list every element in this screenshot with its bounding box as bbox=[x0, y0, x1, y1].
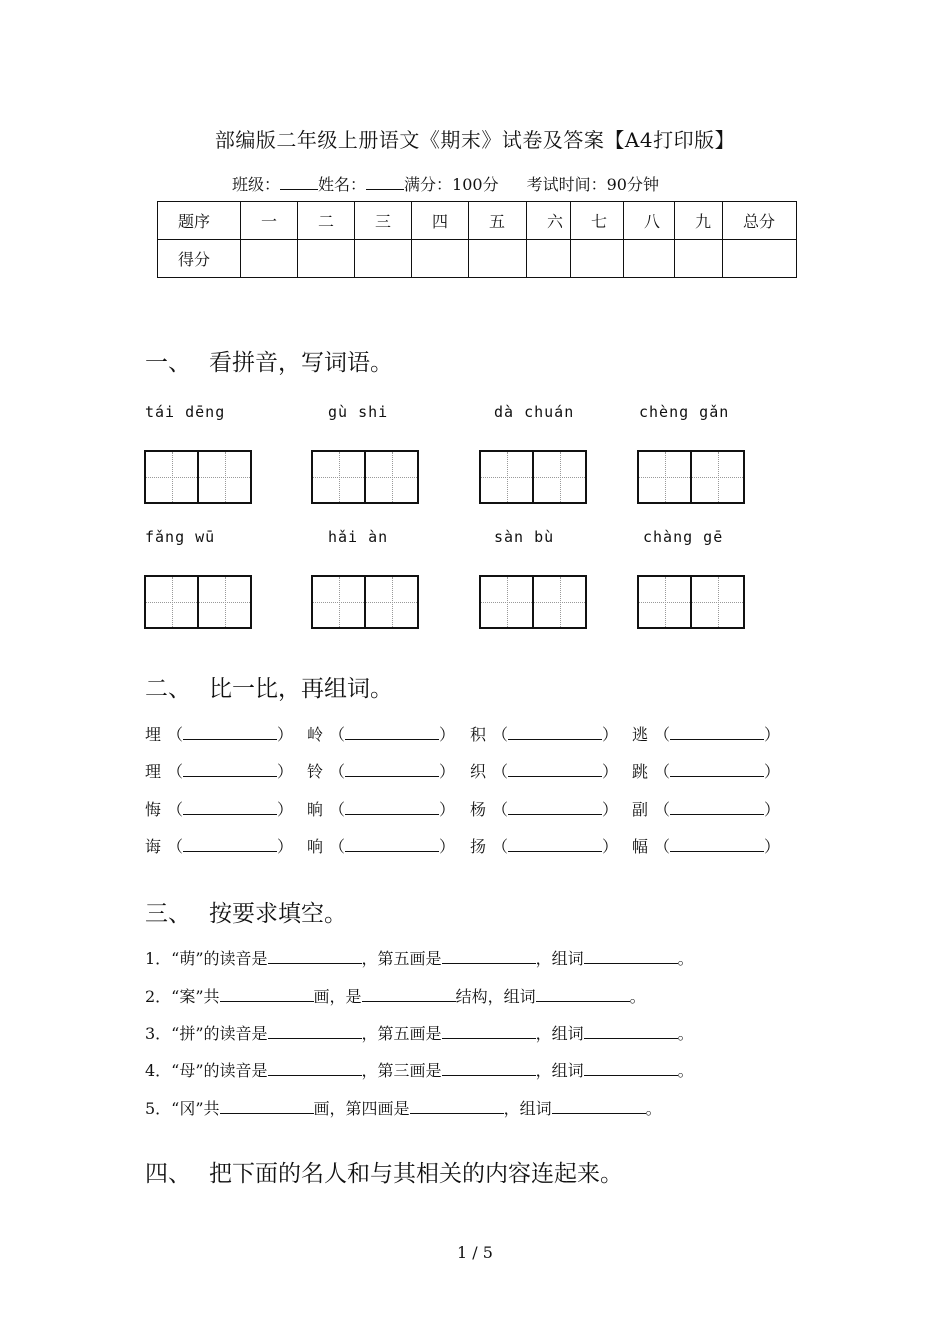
open-paren: （ bbox=[492, 762, 509, 781]
answer-blank[interactable] bbox=[670, 800, 764, 815]
table-cell: 四 bbox=[412, 202, 469, 240]
compare-character: 晌 bbox=[307, 800, 324, 819]
table-cell: 二 bbox=[298, 202, 355, 240]
score-cell[interactable] bbox=[527, 240, 571, 278]
close-paren: ） bbox=[439, 837, 456, 856]
open-paren: （ bbox=[654, 837, 671, 856]
open-paren: （ bbox=[492, 800, 509, 819]
table-cell: 题序 bbox=[158, 202, 241, 240]
score-cell[interactable] bbox=[571, 240, 624, 278]
answer-blank[interactable] bbox=[442, 949, 536, 964]
section-heading bbox=[145, 670, 393, 703]
section-heading bbox=[145, 895, 347, 928]
close-paren: ） bbox=[602, 800, 619, 819]
section-heading bbox=[145, 1155, 623, 1188]
compare-character: 副 bbox=[632, 800, 649, 819]
compare-character: 岭 bbox=[307, 725, 324, 744]
writing-grid[interactable] bbox=[144, 450, 252, 504]
question-text: ，第五画是 bbox=[361, 949, 442, 968]
question-text: ，第五画是 bbox=[361, 1024, 442, 1043]
answer-blank[interactable] bbox=[508, 725, 602, 740]
question-text: 1．“萌”的读音是 bbox=[145, 949, 268, 968]
writing-grid[interactable] bbox=[479, 450, 587, 504]
pinyin-label: fǎng wū bbox=[145, 528, 216, 546]
answer-blank[interactable] bbox=[536, 987, 630, 1002]
fill-question bbox=[145, 946, 694, 969]
table-cell: 七 bbox=[571, 202, 624, 240]
open-paren: （ bbox=[167, 800, 184, 819]
open-paren: （ bbox=[492, 837, 509, 856]
section-number: 三、 bbox=[145, 901, 191, 927]
score-table-score-row bbox=[158, 240, 797, 278]
question-text: 。 bbox=[677, 949, 694, 968]
score-cell[interactable] bbox=[412, 240, 469, 278]
writing-grid[interactable] bbox=[637, 575, 745, 629]
compare-character: 诲 bbox=[145, 837, 162, 856]
question-text: 3．“拼”的读音是 bbox=[145, 1024, 268, 1043]
compare-item bbox=[307, 797, 455, 820]
question-text: ，组词 bbox=[535, 1061, 584, 1080]
answer-blank[interactable] bbox=[268, 1024, 362, 1039]
compare-character: 悔 bbox=[145, 800, 162, 819]
table-cell: 三 bbox=[355, 202, 412, 240]
compare-item bbox=[470, 834, 618, 857]
page-title: 部编版二年级上册语文《期末》试卷及答案【A4打印版】 bbox=[214, 128, 736, 152]
compare-character: 理 bbox=[145, 762, 162, 781]
exam-time: 考试时间：90分钟 bbox=[526, 175, 659, 194]
compare-item bbox=[632, 759, 780, 782]
question-text: 。 bbox=[677, 1024, 694, 1043]
pinyin-label: dà chuán bbox=[494, 403, 575, 421]
close-paren: ） bbox=[602, 725, 619, 744]
close-paren: ） bbox=[277, 837, 294, 856]
table-cell: 九 bbox=[675, 202, 723, 240]
question-text: ，组词 bbox=[535, 949, 584, 968]
close-paren: ） bbox=[764, 800, 781, 819]
answer-blank[interactable] bbox=[345, 725, 439, 740]
table-cell: 八 bbox=[624, 202, 675, 240]
compare-character: 织 bbox=[470, 762, 487, 781]
compare-item bbox=[145, 797, 293, 820]
full-score: 满分：100分 bbox=[404, 175, 499, 194]
table-cell: 一 bbox=[241, 202, 298, 240]
answer-blank[interactable] bbox=[345, 837, 439, 852]
question-text: 。 bbox=[677, 1061, 694, 1080]
pinyin-label: chèng gǎn bbox=[639, 403, 730, 421]
compare-item bbox=[632, 797, 780, 820]
pinyin-label: gù shi bbox=[328, 403, 389, 421]
section-number: 一、 bbox=[145, 350, 191, 376]
close-paren: ） bbox=[439, 800, 456, 819]
table-cell: 六 bbox=[527, 202, 571, 240]
compare-character: 幅 bbox=[632, 837, 649, 856]
compare-item bbox=[470, 797, 618, 820]
answer-blank[interactable] bbox=[268, 949, 362, 964]
score-cell[interactable] bbox=[675, 240, 723, 278]
answer-blank[interactable] bbox=[362, 987, 456, 1002]
answer-blank[interactable] bbox=[220, 987, 314, 1002]
compare-character: 响 bbox=[307, 837, 324, 856]
compare-item bbox=[632, 722, 780, 745]
class-label: 班级： bbox=[232, 175, 281, 194]
score-cell[interactable] bbox=[298, 240, 355, 278]
compare-item bbox=[307, 722, 455, 745]
pinyin-label: chàng gē bbox=[643, 528, 724, 546]
section-title: 把下面的名人和与其相关的内容连起来。 bbox=[209, 1161, 623, 1187]
close-paren: ） bbox=[439, 762, 456, 781]
question-text: ，第三画是 bbox=[361, 1061, 442, 1080]
answer-blank[interactable] bbox=[552, 1099, 646, 1114]
writing-grid[interactable] bbox=[311, 450, 419, 504]
answer-blank[interactable] bbox=[410, 1099, 504, 1114]
answer-blank[interactable] bbox=[508, 800, 602, 815]
open-paren: （ bbox=[329, 837, 346, 856]
answer-blank[interactable] bbox=[584, 949, 678, 964]
open-paren: （ bbox=[654, 800, 671, 819]
compare-character: 铃 bbox=[307, 762, 324, 781]
compare-character: 逃 bbox=[632, 725, 649, 744]
page-number: 1 / 5 bbox=[457, 1243, 493, 1262]
compare-item bbox=[307, 834, 455, 857]
name-blank[interactable] bbox=[366, 175, 404, 190]
score-cell[interactable] bbox=[241, 240, 298, 278]
question-text: 。 bbox=[629, 987, 646, 1006]
score-cell[interactable] bbox=[723, 240, 797, 278]
close-paren: ） bbox=[602, 762, 619, 781]
question-text: 结构，组词 bbox=[455, 987, 536, 1006]
fill-question bbox=[145, 1096, 662, 1119]
table-cell: 五 bbox=[469, 202, 527, 240]
open-paren: （ bbox=[654, 725, 671, 744]
answer-blank[interactable] bbox=[670, 837, 764, 852]
section-heading bbox=[145, 344, 393, 377]
close-paren: ） bbox=[277, 762, 294, 781]
question-text: 。 bbox=[645, 1099, 662, 1118]
close-paren: ） bbox=[764, 762, 781, 781]
open-paren: （ bbox=[492, 725, 509, 744]
answer-blank[interactable] bbox=[345, 762, 439, 777]
compare-character: 跳 bbox=[632, 762, 649, 781]
pinyin-label: tái dēng bbox=[145, 403, 226, 421]
open-paren: （ bbox=[329, 725, 346, 744]
score-cell[interactable] bbox=[355, 240, 412, 278]
answer-blank[interactable] bbox=[220, 1099, 314, 1114]
compare-item bbox=[145, 722, 293, 745]
compare-character: 积 bbox=[470, 725, 487, 744]
question-text: ，组词 bbox=[503, 1099, 552, 1118]
writing-grid[interactable] bbox=[311, 575, 419, 629]
answer-blank[interactable] bbox=[183, 837, 277, 852]
compare-character: 杨 bbox=[470, 800, 487, 819]
writing-grid[interactable] bbox=[144, 575, 252, 629]
section-title: 比一比，再组词。 bbox=[209, 676, 393, 702]
section-title: 按要求填空。 bbox=[209, 901, 347, 927]
name-label: 姓名： bbox=[318, 175, 367, 194]
answer-blank[interactable] bbox=[584, 1061, 678, 1076]
close-paren: ） bbox=[602, 837, 619, 856]
section-number: 四、 bbox=[145, 1161, 191, 1187]
score-table bbox=[157, 201, 797, 278]
answer-blank[interactable] bbox=[183, 725, 277, 740]
section-number: 二、 bbox=[145, 676, 191, 702]
table-cell: 得分 bbox=[158, 240, 241, 278]
pinyin-label: hǎi àn bbox=[328, 528, 389, 546]
question-text: 5．“冈”共 bbox=[145, 1099, 220, 1118]
compare-character: 扬 bbox=[470, 837, 487, 856]
writing-grid[interactable] bbox=[479, 575, 587, 629]
question-text: 4．“母”的读音是 bbox=[145, 1061, 268, 1080]
question-text: 画，第四画是 bbox=[313, 1099, 410, 1118]
compare-item bbox=[632, 834, 780, 857]
answer-blank[interactable] bbox=[268, 1061, 362, 1076]
open-paren: （ bbox=[654, 762, 671, 781]
answer-blank[interactable] bbox=[183, 762, 277, 777]
pinyin-label: sàn bù bbox=[494, 528, 555, 546]
score-cell[interactable] bbox=[624, 240, 675, 278]
question-text: 2．“案”共 bbox=[145, 987, 220, 1006]
compare-character: 埋 bbox=[145, 725, 162, 744]
class-blank[interactable] bbox=[280, 175, 318, 190]
open-paren: （ bbox=[167, 837, 184, 856]
close-paren: ） bbox=[277, 725, 294, 744]
compare-item bbox=[470, 759, 618, 782]
score-cell[interactable] bbox=[469, 240, 527, 278]
answer-blank[interactable] bbox=[508, 762, 602, 777]
close-paren: ） bbox=[764, 837, 781, 856]
answer-blank[interactable] bbox=[345, 800, 439, 815]
compare-item bbox=[470, 722, 618, 745]
table-cell: 总分 bbox=[723, 202, 797, 240]
answer-blank[interactable] bbox=[670, 762, 764, 777]
fill-question bbox=[145, 1021, 694, 1044]
close-paren: ） bbox=[439, 725, 456, 744]
close-paren: ） bbox=[764, 725, 781, 744]
writing-grid[interactable] bbox=[637, 450, 745, 504]
fill-question bbox=[145, 984, 646, 1007]
open-paren: （ bbox=[167, 725, 184, 744]
fill-question bbox=[145, 1058, 694, 1081]
question-text: ，组词 bbox=[535, 1024, 584, 1043]
section-title: 看拼音，写词语。 bbox=[209, 350, 393, 376]
answer-blank[interactable] bbox=[584, 1024, 678, 1039]
answer-blank[interactable] bbox=[183, 800, 277, 815]
close-paren: ） bbox=[277, 800, 294, 819]
exam-info bbox=[232, 172, 659, 195]
answer-blank[interactable] bbox=[508, 837, 602, 852]
question-text: 画，是 bbox=[313, 987, 362, 1006]
open-paren: （ bbox=[329, 800, 346, 819]
answer-blank[interactable] bbox=[442, 1024, 536, 1039]
open-paren: （ bbox=[329, 762, 346, 781]
compare-item bbox=[145, 759, 293, 782]
compare-item bbox=[307, 759, 455, 782]
answer-blank[interactable] bbox=[670, 725, 764, 740]
open-paren: （ bbox=[167, 762, 184, 781]
score-table-header-row bbox=[158, 202, 797, 240]
compare-item bbox=[145, 834, 293, 857]
answer-blank[interactable] bbox=[442, 1061, 536, 1076]
